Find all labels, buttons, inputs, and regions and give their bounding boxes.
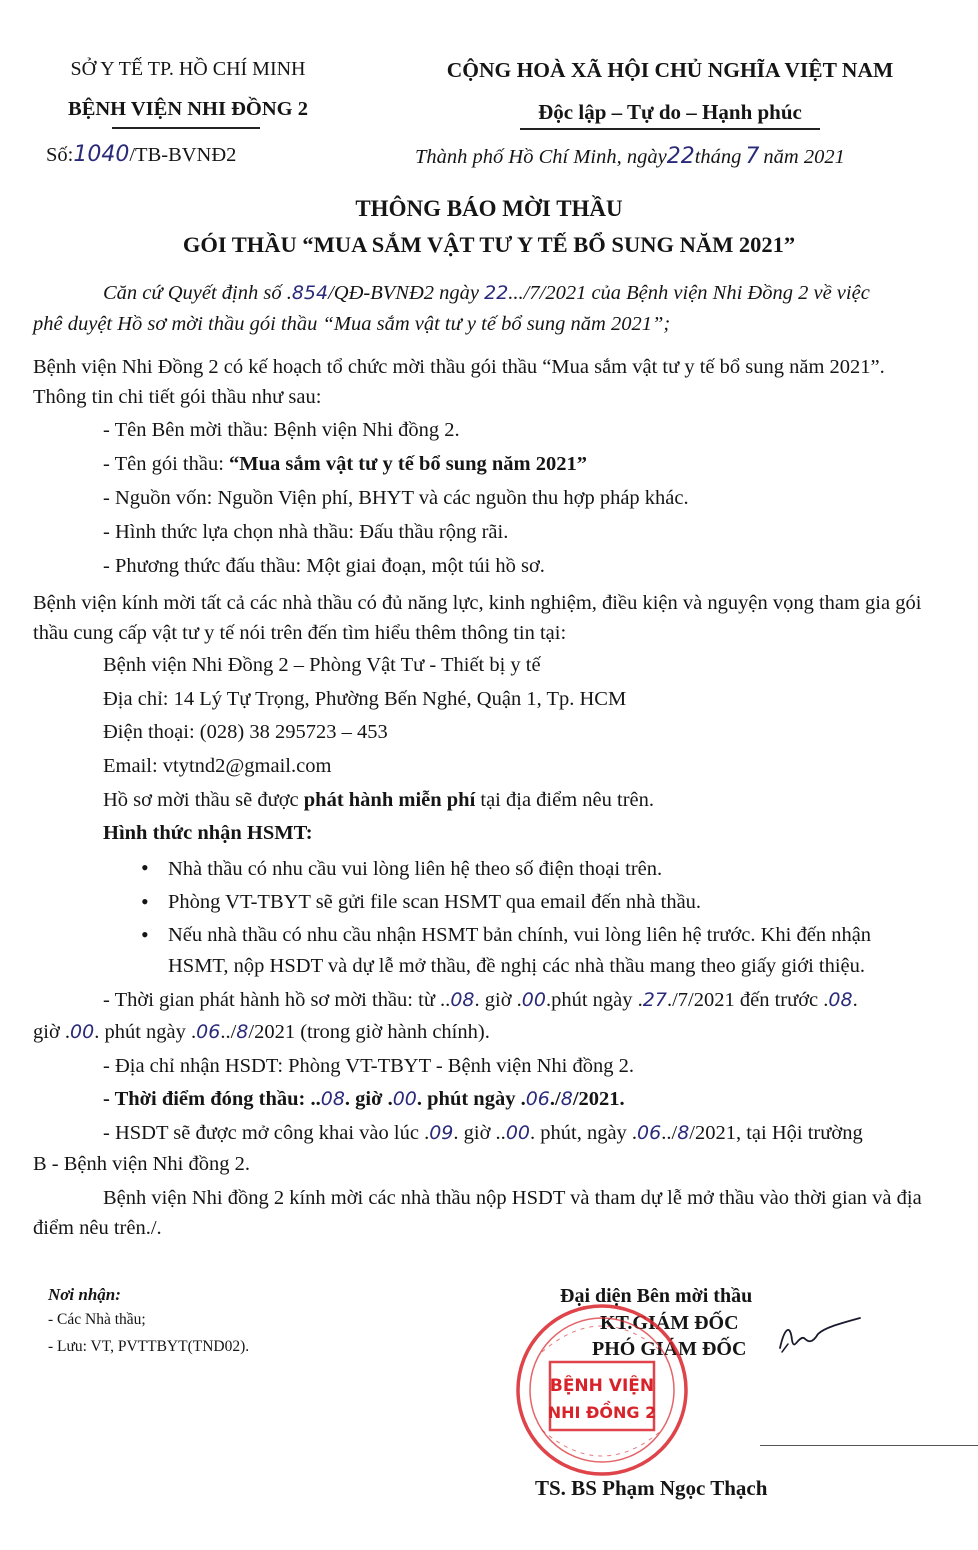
receive-heading: Hình thức nhận HSMT: bbox=[103, 822, 313, 844]
basis-text-1: Căn cứ Quyết định số . bbox=[103, 282, 292, 304]
issue-time-line1 bbox=[103, 989, 858, 1012]
open-text-c: . phút, ngày . bbox=[530, 1122, 638, 1144]
signature-title-1: KT.GIÁM ĐỐC bbox=[600, 1312, 739, 1334]
close-text-f: /2021. bbox=[572, 1088, 625, 1110]
intro-paragraph: Bệnh viện Nhi Đồng 2 có kế hoạch tổ chức mời thầu gói thầu “Mua sắm vật tư y tế bổ sung năm 2021”. Thông tin chi tiết gói thầu như sau: bbox=[33, 356, 885, 408]
signature-title-2: PHÓ GIÁM ĐỐC bbox=[592, 1338, 747, 1360]
stamp-text-2: NHI ĐỒNG 2 bbox=[547, 1403, 657, 1422]
open-text-f: /2021, tại Hội trường bbox=[689, 1122, 863, 1144]
open-text-a: - HSDT sẽ được mở công khai vào lúc . bbox=[103, 1122, 430, 1144]
receive-bullet-2: Phòng VT-TBYT sẽ gửi file scan HSMT qua email đến nhà thầu. bbox=[168, 891, 702, 913]
free-issue bbox=[103, 789, 654, 812]
doc-title: THÔNG BÁO MỜI THẦU bbox=[355, 196, 623, 221]
close-day: 06 bbox=[525, 1088, 550, 1110]
hospital-stamp bbox=[512, 1300, 692, 1480]
decision-number-hand: 854 bbox=[291, 282, 329, 304]
issue-hour-2: 08 bbox=[828, 989, 853, 1011]
issue-text-e: . bbox=[852, 989, 858, 1011]
place-date bbox=[415, 144, 845, 169]
issue-text-i: /2021 (trong giờ hành chính). bbox=[248, 1021, 490, 1043]
detail-package bbox=[103, 453, 587, 476]
agency-parent: SỞ Y TẾ TP. HỒ CHÍ MINH bbox=[70, 58, 306, 80]
month-word: tháng bbox=[694, 146, 742, 168]
doc-number-suffix: /TB-BVNĐ2 bbox=[129, 144, 237, 166]
free-text-1: Hồ sơ mời thầu sẽ được bbox=[103, 789, 304, 811]
basis-line2: phê duyệt Hồ sơ mời thầu gói thầu “Mua sắm vật tư y tế bổ sung năm 2021”; bbox=[33, 313, 671, 335]
open-month: 8 bbox=[677, 1122, 690, 1144]
close-month: 8 bbox=[560, 1088, 573, 1110]
issue-text-a: - Thời gian phát hành hồ sơ mời thầu: từ .. bbox=[103, 989, 451, 1011]
opening-time-line1 bbox=[103, 1122, 863, 1145]
detail-method: - Phương thức đấu thầu: Một giai đoạn, một túi hồ sơ. bbox=[103, 555, 545, 577]
motto-underline bbox=[520, 128, 820, 130]
handwritten-signature bbox=[768, 1310, 868, 1360]
bullet-dot: • bbox=[141, 889, 149, 914]
basis-line1 bbox=[103, 282, 870, 305]
nation-title: CỘNG HOÀ XÃ HỘI CHỦ NGHĨA VIỆT NAM bbox=[446, 58, 894, 82]
month-hand: 7 bbox=[745, 144, 760, 169]
close-text-b: . giờ . bbox=[344, 1088, 393, 1110]
issue-minute-2: 00 bbox=[70, 1021, 95, 1043]
close-text-a: - Thời điểm đóng thầu: .. bbox=[103, 1088, 321, 1110]
signer-name: TS. BS Phạm Ngọc Thạch bbox=[535, 1476, 768, 1500]
open-minute: 00 bbox=[505, 1122, 530, 1144]
motto: Độc lập – Tự do – Hạnh phúc bbox=[538, 100, 802, 124]
place-date-prefix: Thành phố Hồ Chí Minh, ngày bbox=[415, 146, 667, 168]
receive-bullet-3: Nếu nhà thầu có nhu cầu nhận HSMT bản chính, vui lòng liên hệ trước. Khi đến nhận bbox=[168, 924, 872, 946]
submission-address: - Địa chỉ nhận HSDT: Phòng VT-TBYT - Bệnh viện Nhi đồng 2. bbox=[103, 1055, 634, 1077]
issue-day-2: 06 bbox=[196, 1021, 221, 1043]
issue-text-c: .phút ngày . bbox=[545, 989, 643, 1011]
invitation-paragraph: Bệnh viện kính mời tất cả các nhà thầu có đủ năng lực, kinh nghiệm, điều kiện và nguyện vọng tham gia gói thầu cung cấp vật tư y tế nói trên đến tìm hiểu thêm thông tin tại: bbox=[33, 592, 922, 644]
contact-email: Email: vtytnd2@gmail.com bbox=[103, 755, 332, 777]
closing-paragraph: Bệnh viện Nhi đồng 2 kính mời các nhà thầu nộp HSDT và tham dự lễ mở thầu vào thời gian và địa điểm nêu trên./. bbox=[33, 1187, 922, 1239]
document-number bbox=[46, 142, 236, 167]
close-hour: 08 bbox=[320, 1088, 345, 1110]
day-hand: 22 bbox=[666, 144, 695, 169]
issue-day-1: 27 bbox=[642, 989, 667, 1011]
stamp-text-1: BỆNH VIỆN bbox=[549, 1376, 655, 1396]
doc-number-hand: 1040 bbox=[73, 142, 130, 167]
issue-text-h: ../ bbox=[220, 1021, 237, 1043]
receive-bullet-1: Nhà thầu có nhu cầu vui lòng liên hệ theo số điện thoại trên. bbox=[168, 858, 663, 880]
free-bold: phát hành miễn phí bbox=[303, 789, 476, 811]
issue-hour-1: 08 bbox=[450, 989, 475, 1011]
package-label: - Tên gói thầu: bbox=[103, 453, 230, 475]
open-text-e: ../ bbox=[661, 1122, 678, 1144]
close-text-c: . phút ngày . bbox=[416, 1088, 526, 1110]
stamp-graphic bbox=[512, 1300, 692, 1480]
receive-bullet-3-cont: HSMT, nộp HSDT và dự lễ mở thầu, đề nghị các nhà thầu mang theo giấy giới thiệu. bbox=[168, 955, 866, 977]
open-day: 06 bbox=[637, 1122, 662, 1144]
issue-time-line2 bbox=[33, 1021, 490, 1044]
open-hour: 09 bbox=[429, 1122, 454, 1144]
doc-number-prefix: Số: bbox=[46, 144, 74, 166]
close-minute: 00 bbox=[392, 1088, 417, 1110]
signature-role: Đại diện Bên mời thầu bbox=[560, 1285, 753, 1307]
recipient-item: - Các Nhà thầu; bbox=[48, 1311, 146, 1328]
issue-text-g: . phút ngày . bbox=[94, 1021, 197, 1043]
year-part: năm 2021 bbox=[763, 146, 845, 168]
issue-text-b: . giờ . bbox=[474, 989, 522, 1011]
agency-underline bbox=[112, 127, 260, 129]
opening-time-line2: B - Bệnh viện Nhi đồng 2. bbox=[33, 1153, 250, 1175]
issue-text-f: giờ . bbox=[33, 1021, 71, 1043]
detail-selection: - Hình thức lựa chọn nhà thầu: Đấu thầu rộng rãi. bbox=[103, 521, 509, 543]
contact-address: Địa chỉ: 14 Lý Tự Trọng, Phường Bến Nghé, Quận 1, Tp. HCM bbox=[103, 688, 627, 710]
basis-text-2: /QĐ-BVNĐ2 ngày bbox=[328, 282, 485, 304]
bullet-dot: • bbox=[141, 922, 149, 947]
contact-phone: Điện thoại: (028) 38 295723 – 453 bbox=[103, 721, 388, 743]
doc-subtitle: GÓI THẦU “MUA SẮM VẬT TƯ Y TẾ BỔ SUNG NĂM 2021” bbox=[182, 232, 796, 257]
close-text-e: ./ bbox=[549, 1088, 561, 1110]
recipient-item: - Lưu: VT, PVTTBYT(TND02). bbox=[48, 1338, 250, 1355]
agency-name: BỆNH VIỆN NHI ĐỒNG 2 bbox=[68, 98, 308, 120]
closing-time bbox=[103, 1088, 625, 1111]
recipients-heading: Nơi nhận: bbox=[48, 1285, 121, 1304]
bullet-dot: • bbox=[141, 855, 149, 880]
issue-minute-1: 00 bbox=[521, 989, 546, 1011]
basis-text-3: .../7/2021 của Bệnh viện Nhi Đồng 2 về việc bbox=[508, 282, 870, 304]
issue-text-d: ./7/2021 đến trước . bbox=[666, 989, 829, 1011]
open-text-b: . giờ .. bbox=[453, 1122, 506, 1144]
detail-inviter: - Tên Bên mời thầu: Bệnh viện Nhi đồng 2. bbox=[103, 419, 460, 441]
package-name: “Mua sắm vật tư y tế bổ sung năm 2021” bbox=[229, 453, 587, 475]
issue-month-2: 8 bbox=[236, 1021, 249, 1043]
decision-day-hand: 22 bbox=[484, 282, 509, 304]
contact-dept: Bệnh viện Nhi Đồng 2 – Phòng Vật Tư - Thiết bị y tế bbox=[103, 654, 541, 676]
detail-funding: - Nguồn vốn: Nguồn Viện phí, BHYT và các nguồn thu hợp pháp khác. bbox=[103, 487, 689, 509]
scan-edge-line bbox=[760, 1445, 978, 1446]
free-text-2: tại địa điểm nêu trên. bbox=[475, 789, 655, 811]
